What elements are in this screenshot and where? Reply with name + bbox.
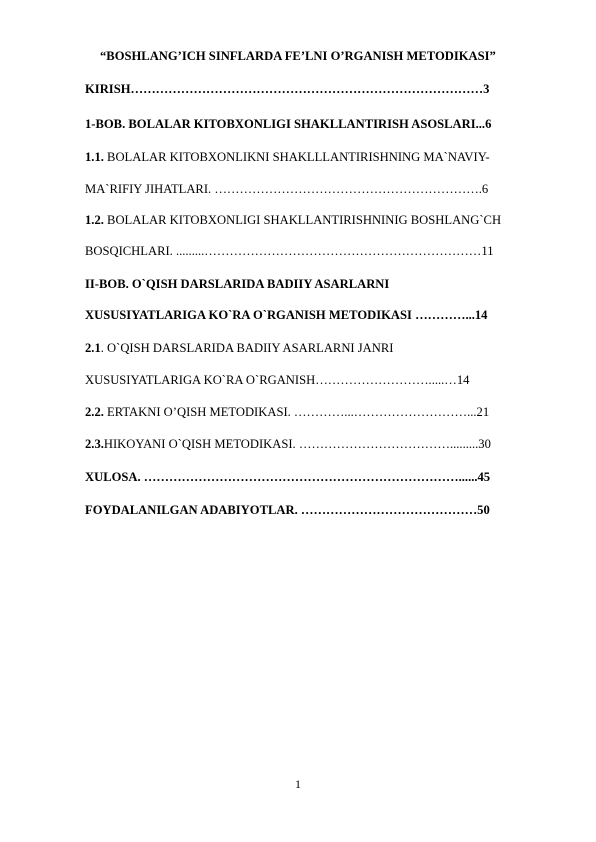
- toc-entry-section-1-2: [85, 212, 501, 228]
- toc-entry-text: BOLALAR KITOBXONLIGI SHAKLLANTIRISHNINIG BOSHLANG`CH: [103, 213, 502, 227]
- page-number: 1: [295, 777, 301, 791]
- toc-entry-adabiyotlar: [85, 502, 490, 518]
- toc-entry-number: 2.2.: [85, 405, 104, 419]
- toc-entry-text: MA`RIFIY JIHATLARI. ……………………………………………………….6: [85, 182, 489, 196]
- toc-entry-number: 2.3.: [85, 437, 104, 451]
- toc-entry-text: KIRISH…………………………………………………………………………3: [85, 82, 490, 96]
- toc-entry-number: 1.1.: [85, 150, 104, 164]
- toc-entry-section-2-3: [85, 436, 491, 452]
- toc-entry-text: HIKOYANI O`QISH METODIKASI. ……………………………….........30: [103, 437, 491, 451]
- toc-entry-section-1-1-cont: [85, 181, 488, 197]
- toc-entry-text: FOYDALANILGAN ADABIYOTLAR. ……………………………………50: [85, 503, 490, 517]
- toc-entry-text: XUSUSIYATLARIGA KO`RA O`RGANISH……………………….....…14: [85, 373, 470, 387]
- toc-entry-text: BOLALAR KITOBXONLIKNI SHAKLLLANTIRISHNING MA`NAVIY-: [103, 150, 490, 164]
- toc-entry-kirish: [85, 81, 489, 97]
- toc-entry-section-1-1: [85, 149, 490, 165]
- toc-entry-section-2-1: [85, 340, 393, 356]
- toc-entry-text: II-BOB. O`QISH DARSLARIDA BADIIY ASARLARNI: [85, 277, 390, 291]
- toc-entry-number: 1.2.: [85, 213, 104, 227]
- toc-entry-chapter-2-cont: [85, 307, 487, 323]
- toc-entry-number: 2.1: [85, 341, 101, 355]
- toc-entry-section-2-2: [85, 404, 489, 420]
- toc-entry-text: ERTAKNI O’QISH METODIKASI. …………...………………………...21: [103, 405, 490, 419]
- toc-entry-text: XULOSA. …………………………………………………………………......45: [85, 470, 491, 484]
- toc-entry-chapter-2: [85, 276, 389, 292]
- toc-entry-text: . O`QISH DARSLARIDA BADIIY ASARLARNI JANRI: [100, 341, 394, 355]
- toc-entry-section-1-2-cont: [85, 243, 494, 259]
- toc-entry-text: 1-BOB. BOLALAR KITOBXONLIGI SHAKLLANTIRISH ASOSLARI...6: [85, 117, 492, 131]
- toc-entry-xulosa: [85, 469, 490, 485]
- toc-entry-section-2-1-cont: [85, 372, 469, 388]
- toc-entry-text: XUSUSIYATLARIGA KO`RA O`RGANISH METODIKASI …………...14: [85, 308, 488, 322]
- toc-entry-chapter-1: [85, 116, 491, 132]
- document-title: “BOSHLANG’ICH SINFLARDA FE’LNI O’RGANISH METODIKASI”: [100, 49, 496, 63]
- toc-entry-text: BOSQICHLARI. .........…………………………………………………………11: [85, 244, 494, 258]
